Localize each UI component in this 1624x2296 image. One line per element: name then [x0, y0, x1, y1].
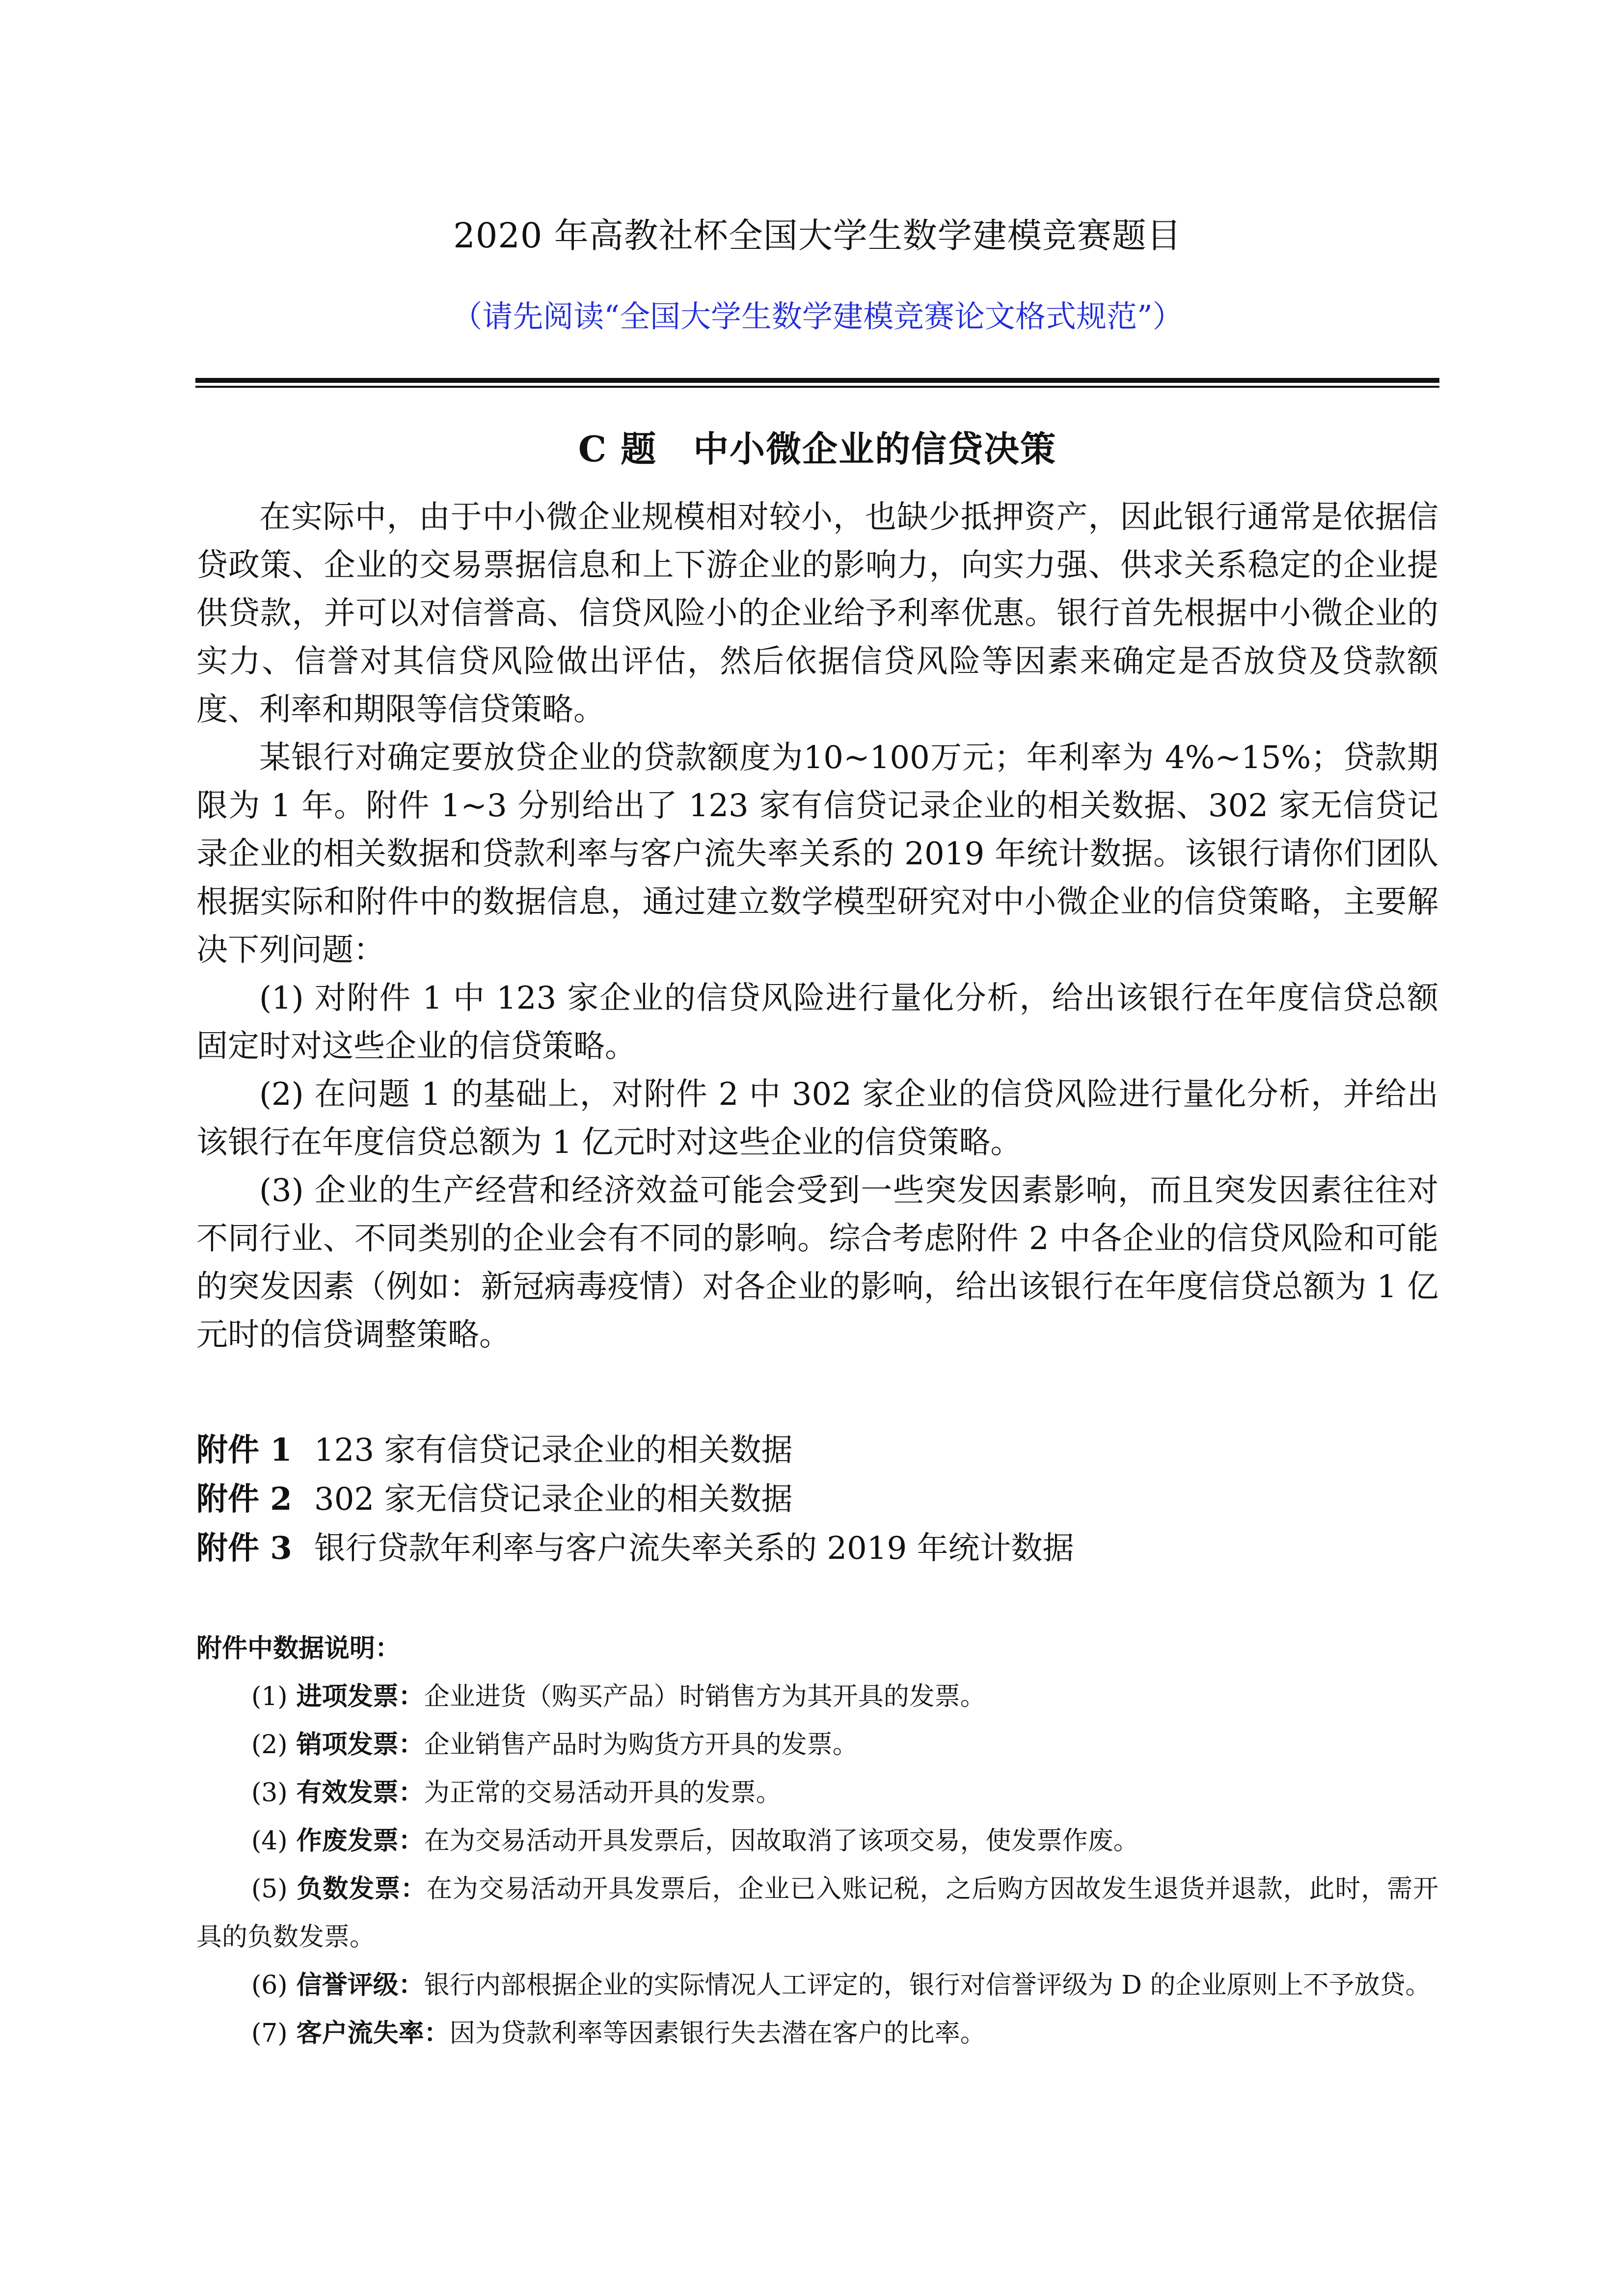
note-number: (2): [251, 1730, 288, 1760]
attachment-description: 123 家有信贷记录企业的相关数据: [314, 1432, 793, 1468]
attachment-label: 附件 3: [196, 1530, 292, 1567]
note-item: [196, 1865, 1438, 1961]
format-notice: （请先阅读“全国大学生数学建模竞赛论文格式规范”）: [452, 298, 1183, 334]
note-item: [196, 1673, 1438, 1721]
notes-title: 附件中数据说明：: [196, 1633, 401, 1663]
note-item: [196, 1961, 1438, 2009]
note-item: [196, 1721, 1438, 1769]
question-2: (2) 在问题 1 的基础上，对附件 2 中 302 家企业的信贷风险进行量化分析，并给出该银行在年度信贷总额为 1 亿元时对这些企业的信贷策略。: [196, 1076, 1438, 1161]
contest-title: 2020 年高教社杯全国大学生数学建模竞赛题目: [453, 215, 1182, 256]
attachment-item: [196, 1524, 1438, 1573]
attachment-description: 银行贷款年利率与客户流失率关系的 2019 年统计数据: [314, 1530, 1074, 1567]
note-item: [196, 1817, 1438, 1865]
attachment-label: 附件 2: [196, 1481, 292, 1518]
question-3: (3) 企业的生产经营和经济效益可能会受到一些突发因素影响，而且突发因素往往对不同行业、不同类别的企业会有不同的影响。综合考虑附件 2 中各企业的信贷风险和可能的突发因素（例如：新冠病毒疫情）对各企业的影响，给出该银行在年度信贷总额为 1 亿元时的信贷调整策略。: [196, 1173, 1438, 1353]
data-notes: [196, 1625, 1438, 2057]
intro-paragraph: 在实际中，由于中小微企业规模相对较小，也缺少抵押资产，因此银行通常是依据信贷政策、企业的交易票据信息和上下游企业的影响力，向实力强、供求关系稳定的企业提供贷款，并可以对信誉高、信贷风险小的企业给予利率优惠。银行首先根据中小微企业的实力、信誉对其信贷风险做出评估，然后依据信贷风险等因素来确定是否放贷及贷款额度、利率和期限等信贷策略。: [196, 499, 1438, 728]
divider-thick-line: [195, 378, 1439, 383]
note-text: 企业进货（购买产品）时销售方为其开具的发票。: [424, 1682, 986, 1711]
note-term: 客户流失率：: [296, 2018, 450, 2048]
note-number: (6): [251, 1971, 288, 2000]
question-1: (1) 对附件 1 中 123 家企业的信贷风险进行量化分析，给出该银行在年度信贷总额固定时对这些企业的信贷策略。: [196, 980, 1438, 1065]
header-divider: [195, 378, 1439, 388]
note-term: 负数发票：: [296, 1874, 427, 1904]
note-term: 作废发票：: [296, 1826, 424, 1856]
attachment-item: [196, 1475, 1438, 1524]
note-item: [196, 1769, 1438, 1817]
note-term: 信誉评级：: [296, 1970, 424, 2000]
problem-title: C 题 中小微企业的信贷决策: [578, 428, 1057, 470]
note-number: (3): [251, 1778, 288, 1808]
attachment-label: 附件 1: [196, 1432, 292, 1468]
attachment-item: [196, 1426, 1438, 1475]
requirements-paragraph: 某银行对确定要放贷企业的贷款额度为10~100万元；年利率为 4%~15%；贷款期限为 1 年。附件 1~3 分别给出了 123 家有信贷记录企业的相关数据、302 家无信贷记录企业的相关数据和贷款利率与客户流失率关系的 2019 年统计数据。该银行请你们团队根据实际和附件中的数据信息，通过建立数学模型研究对中小微企业的信贷策略，主要解决下列问题：: [196, 740, 1438, 968]
problem-statement: [196, 493, 1438, 1359]
note-text: 银行内部根据企业的实际情况人工评定的，银行对信誉评级为 D 的企业原则上不予放贷。: [424, 1971, 1431, 2000]
note-term: 进项发票：: [296, 1682, 424, 1711]
attachment-description: 302 家无信贷记录企业的相关数据: [314, 1481, 793, 1518]
divider-thin-line: [195, 386, 1439, 388]
note-number: (1): [251, 1682, 288, 1711]
note-number: (5): [251, 1874, 288, 1904]
note-text: 在为交易活动开具发票后，企业已入账记税，之后购方因故发生退货并退款，此时，需开具的负数发票。: [196, 1874, 1438, 1952]
note-number: (7): [251, 2019, 288, 2048]
note-text: 在为交易活动开具发票后，因故取消了该项交易，使发票作废。: [424, 1826, 1139, 1856]
note-text: 因为贷款利率等因素银行失去潜在客户的比率。: [449, 2019, 986, 2048]
note-term: 有效发票：: [296, 1778, 424, 1808]
note-term: 销项发票：: [296, 1730, 424, 1760]
note-item: [196, 2009, 1438, 2057]
attachment-list: [196, 1426, 1438, 1573]
note-text: 企业销售产品时为购货方开具的发票。: [424, 1730, 858, 1760]
note-text: 为正常的交易活动开具的发票。: [424, 1778, 782, 1808]
note-number: (4): [251, 1826, 288, 1856]
